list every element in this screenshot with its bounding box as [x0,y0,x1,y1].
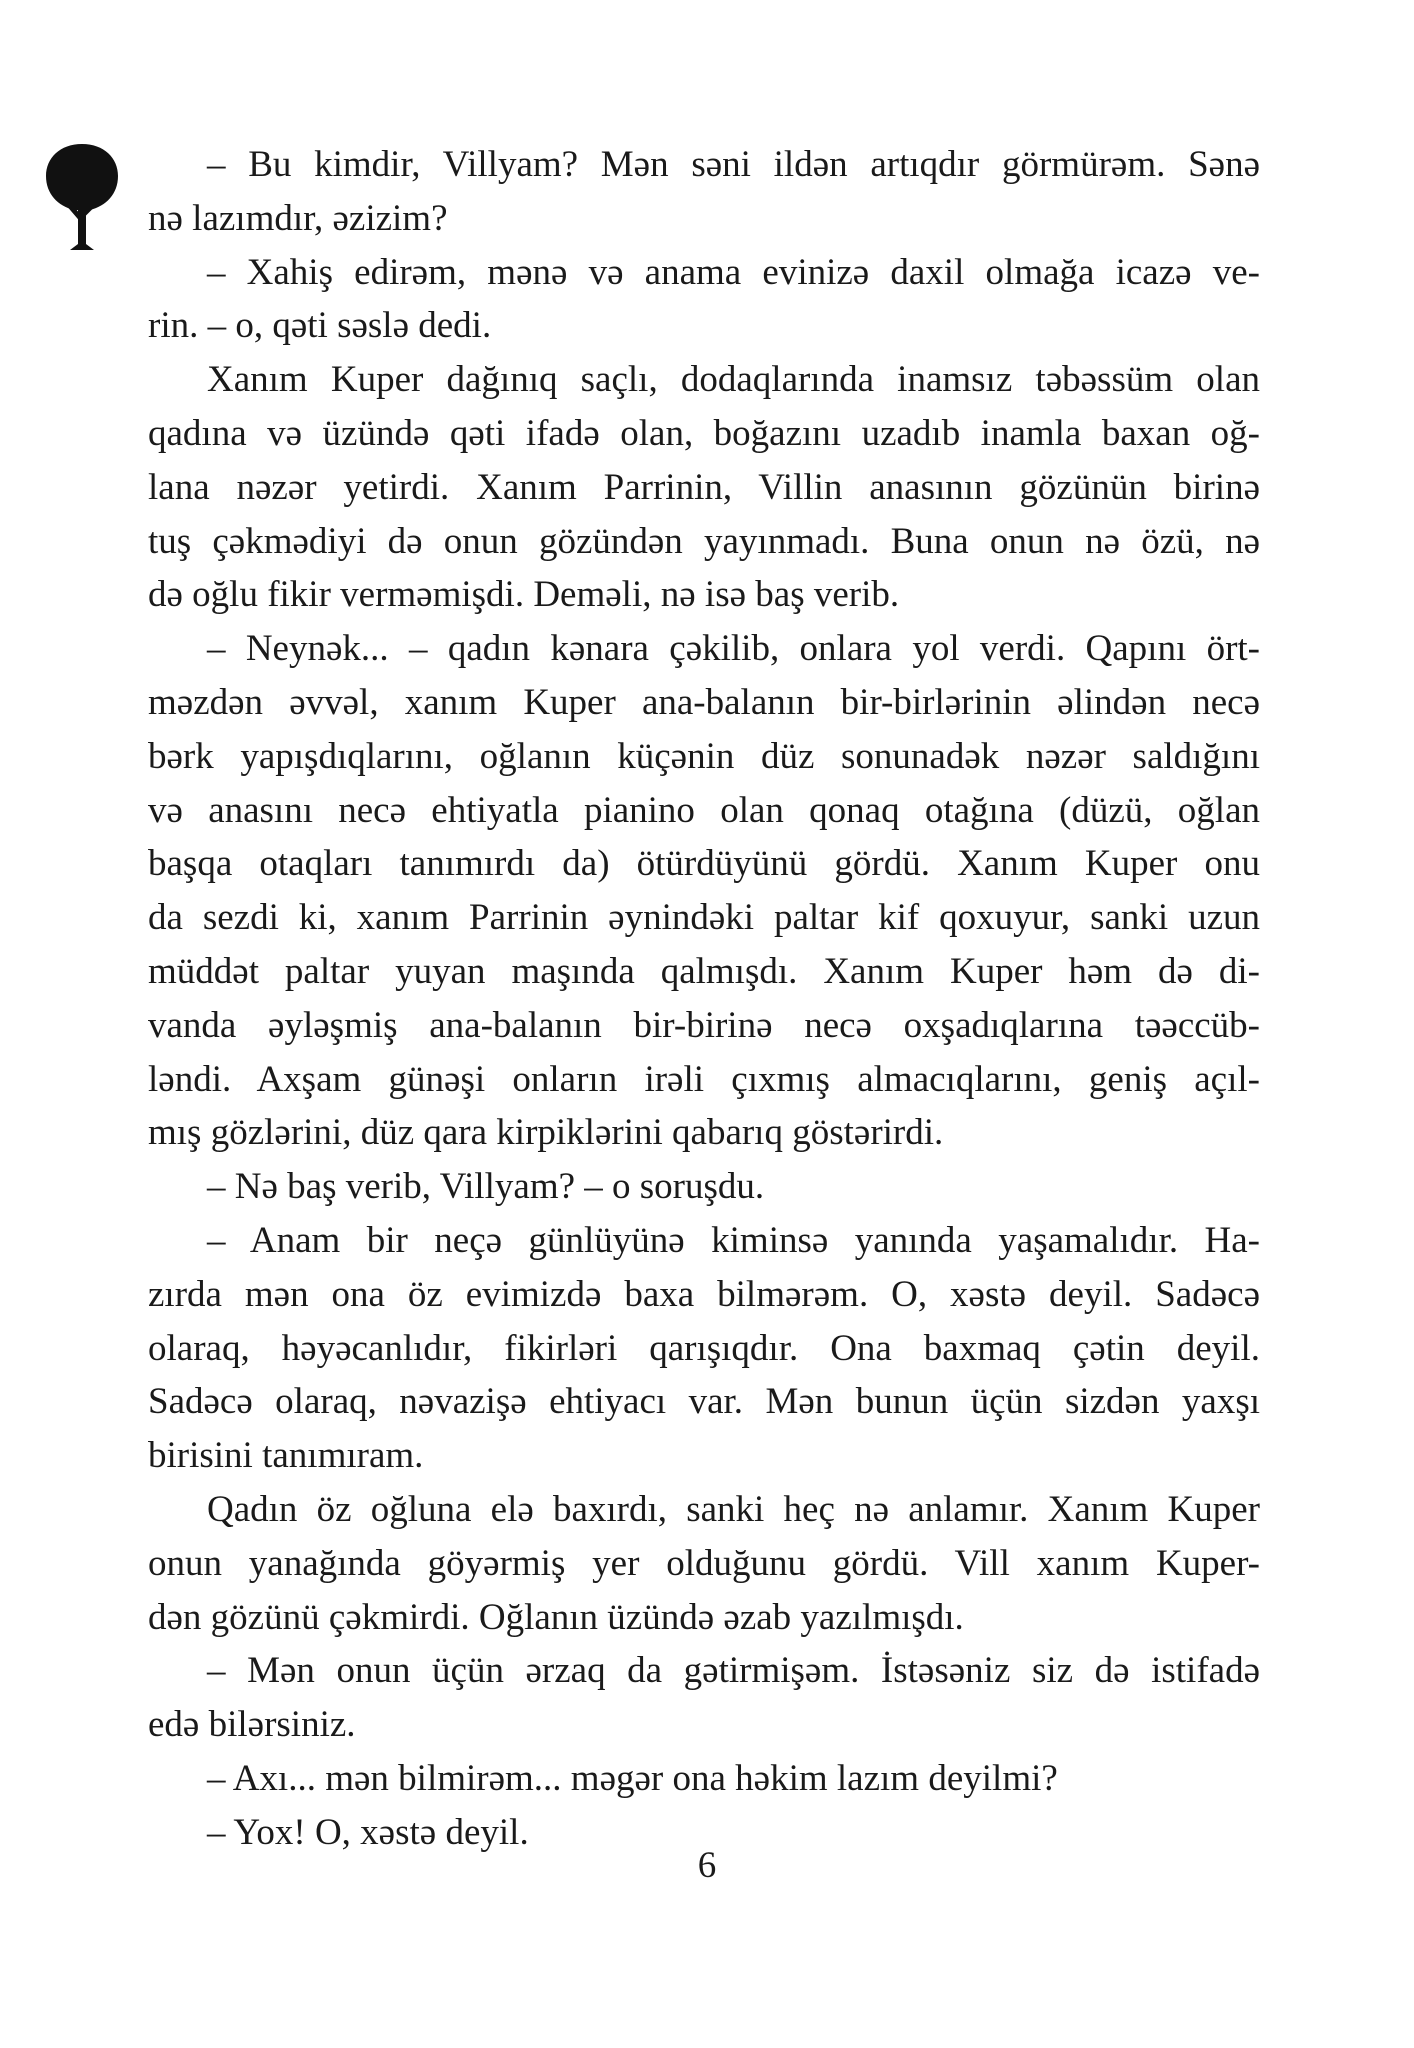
page-number: 6 [697,1845,717,1886]
text-line: Qadın öz oğluna elə baxırdı, sanki heç nə anlamır. Xanım Kuper [207,1488,1260,1530]
text-line: – Neynək... – qadın kənara çəkilib, onlara yol verdi. Qapını ört- [207,628,1260,670]
text-line: da sezdi ki, xanım Parrinin əynindəki paltar kif qoxuyur, sanki uzun [148,897,1260,939]
text-line: – Bu kimdir, Villyam? Mən səni ildən artıqdır görmürəm. Sənə [207,144,1260,185]
text-line: nə lazımdır, əzizim? [148,197,448,239]
text-line: müddət paltar yuyan maşında qalmışdı. Xanım Kuper həm də di- [148,950,1260,992]
body-text [148,138,1260,1860]
text-line: zırda mən ona öz evimizdə baxa bilmərəm. O, xəstə deyil. Sadəcə [148,1273,1260,1315]
text-line: olaraq, həyəcanlıdır, fikirləri qarışıqdır. Ona baxmaq çətin deyil. [148,1327,1260,1369]
text-line: də oğlu fikir verməmişdi. Deməli, nə isə baş verib. [148,574,900,616]
tree-icon [40,140,124,252]
text-line: bərk yapışdıqlarını, oğlanın küçənin düz sonunadək nəzər saldığını [148,735,1260,777]
text-line: vanda əyləşmiş ana-balanın bir-birinə necə oxşadıqlarına təəccüb- [148,1004,1260,1046]
text-line: birisini tanımıram. [148,1435,424,1477]
text-line: – Mən onun üçün ərzaq da gətirmişəm. İstəsəniz siz də istifadə [207,1650,1260,1692]
text-line: Xanım Kuper dağınıq saçlı, dodaqlarında inamsız təbəssüm olan [207,359,1260,401]
text-line: ləndi. Axşam günəşi onların irəli çıxmış almacıqlarını, geniş açıl- [148,1058,1260,1100]
text-line: Sadəcə olaraq, nəvazişə ehtiyacı var. Mən bunun üçün sizdən yaxşı [148,1381,1260,1423]
text-line: – Xahiş edirəm, mənə və anama evinizə daxil olmağa icazə ve- [207,251,1260,293]
text-line: tuş çəkmədiyi də onun gözündən yayınmadı. Buna onun nə özü, nə [148,520,1260,562]
text-line: dən gözünü çəkmirdi. Oğlanın üzündə əzab yazılmışdı. [148,1596,964,1638]
text-line: – Axı... mən bilmirəm... məgər ona həkim lazım deyilmi? [207,1757,1058,1799]
text-line: onun yanağında göyərmiş yer olduğunu gördü. Vill xanım Kuper- [148,1542,1260,1584]
text-line: edə bilərsiniz. [148,1704,356,1746]
text-line: başqa otaqları tanımırdı da) ötürdüyünü gördü. Xanım Kuper onu [148,843,1260,885]
text-line: və anasını necə ehtiyatla pianino olan qonaq otağına (düzü, oğlan [148,789,1260,831]
text-line: – Anam bir neçə günlüyünə kiminsə yanında yaşamalıdır. Ha- [207,1219,1260,1261]
text-line: – Nə baş verib, Villyam? – o soruşdu. [207,1166,765,1208]
text-line: məzdən əvvəl, xanım Kuper ana-balanın bir-birlərinin əlindən necə [148,681,1260,723]
text-line: – Yox! O, xəstə deyil. [207,1811,529,1853]
text-line: mış gözlərini, düz qara kirpiklərini qabarıq göstərirdi. [148,1112,944,1154]
text-line: qadına və üzündə qəti ifadə olan, boğazını uzadıb inamla baxan oğ- [148,412,1260,454]
text-line: rin. – o, qəti səslə dedi. [148,305,492,347]
text-line: lana nəzər yetirdi. Xanım Parrinin, Villin anasının gözünün birinə [148,466,1260,508]
